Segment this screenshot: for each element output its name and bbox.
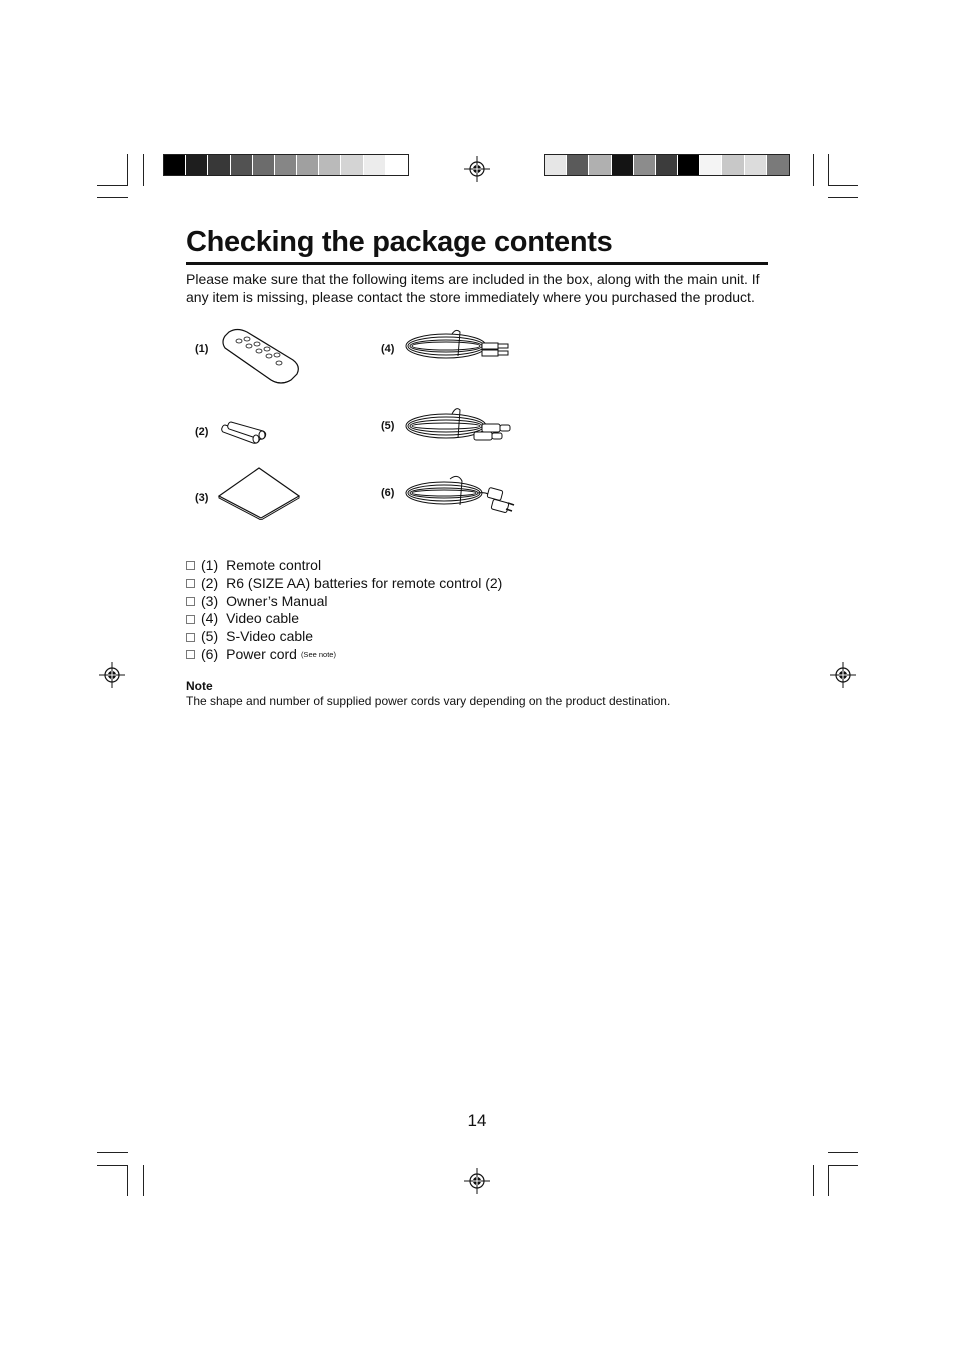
video-cable-icon bbox=[402, 326, 518, 364]
figure-label-2: (2) bbox=[195, 426, 209, 438]
color-swatch bbox=[231, 155, 253, 175]
color-swatch bbox=[297, 155, 319, 175]
grayscale-calibration-bar-left bbox=[163, 154, 409, 176]
list-item: (6) Power cord (See note) bbox=[186, 646, 502, 664]
color-swatch bbox=[678, 155, 700, 175]
checkbox[interactable] bbox=[186, 579, 195, 588]
contents-checklist bbox=[186, 557, 502, 664]
list-item: (4) Video cable bbox=[186, 610, 502, 628]
grayscale-calibration-bar-right bbox=[544, 154, 790, 176]
batteries-icon bbox=[221, 421, 269, 447]
power-cord-icon bbox=[402, 471, 518, 519]
figure-label-6: (6) bbox=[381, 487, 395, 499]
color-swatch bbox=[656, 155, 678, 175]
color-swatch bbox=[253, 155, 275, 175]
intro-paragraph: Please make sure that the following items are included in the box, along with the main unit. If any item is missing, please contact the store immediately where you purchased the product. bbox=[186, 271, 760, 305]
color-swatch bbox=[164, 155, 186, 175]
note-heading: Note bbox=[186, 679, 213, 693]
registration-mark-icon bbox=[830, 662, 856, 688]
list-item: (2) R6 (SIZE AA) batteries for remote control (2) bbox=[186, 575, 502, 593]
figure-label-4: (4) bbox=[381, 343, 395, 355]
checkbox[interactable] bbox=[186, 615, 195, 624]
figure-label-1: (1) bbox=[195, 343, 209, 355]
list-item: (1) Remote control bbox=[186, 557, 502, 575]
color-swatch bbox=[186, 155, 208, 175]
color-swatch bbox=[364, 155, 386, 175]
color-swatch bbox=[275, 155, 297, 175]
color-swatch bbox=[208, 155, 230, 175]
color-swatch bbox=[634, 155, 656, 175]
color-swatch bbox=[545, 155, 567, 175]
figure-label-3: (3) bbox=[195, 492, 209, 504]
color-swatch bbox=[319, 155, 341, 175]
color-swatch bbox=[767, 155, 789, 175]
color-swatch bbox=[341, 155, 363, 175]
manual-booklet-icon bbox=[217, 466, 301, 520]
color-swatch bbox=[722, 155, 744, 175]
checkbox[interactable] bbox=[186, 597, 195, 606]
color-swatch bbox=[612, 155, 634, 175]
page-title: Checking the package contents bbox=[186, 224, 768, 265]
color-swatch bbox=[567, 155, 589, 175]
page-number: 14 bbox=[467, 1111, 487, 1130]
checkbox[interactable] bbox=[186, 633, 195, 642]
color-swatch bbox=[745, 155, 767, 175]
color-swatch bbox=[589, 155, 611, 175]
list-item: (5) S-Video cable bbox=[186, 628, 502, 646]
list-item: (3) Owner’s Manual bbox=[186, 593, 502, 611]
checkbox[interactable] bbox=[186, 561, 195, 570]
color-swatch bbox=[386, 155, 408, 175]
s-video-cable-icon bbox=[402, 404, 518, 446]
note-body: The shape and number of supplied power cords vary depending on the product destination. bbox=[186, 694, 671, 708]
color-swatch bbox=[700, 155, 722, 175]
figure-label-5: (5) bbox=[381, 420, 395, 432]
remote-control-icon bbox=[219, 328, 304, 388]
see-note-superscript: (See note) bbox=[300, 649, 336, 659]
registration-mark-icon bbox=[464, 1168, 490, 1194]
registration-mark-icon bbox=[99, 662, 125, 688]
checkbox[interactable] bbox=[186, 650, 195, 659]
registration-mark-icon bbox=[464, 156, 490, 182]
